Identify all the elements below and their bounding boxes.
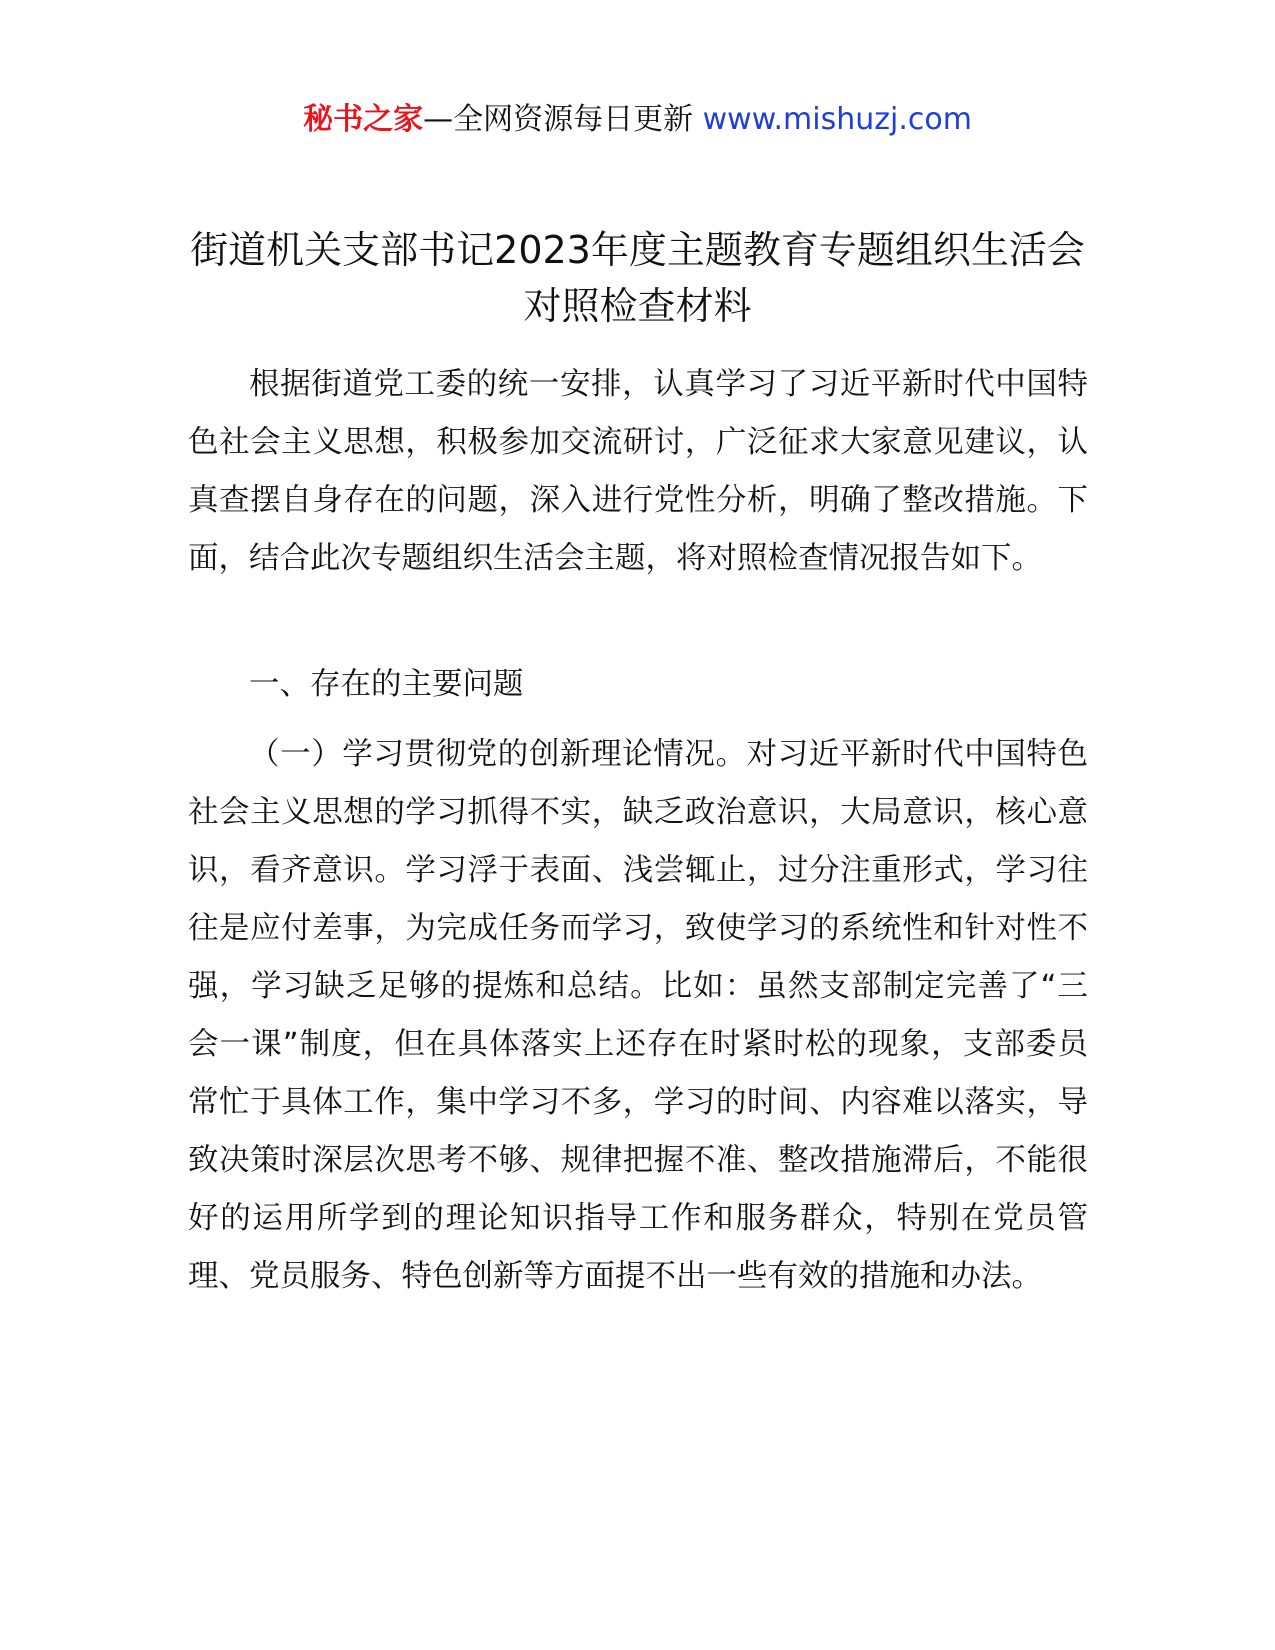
- document-title: 街道机关支部书记2023年度主题教育专题组织生活会对照检查材料: [190, 228, 1085, 328]
- intro-paragraph: 根据街道党工委的统一安排，认真学习了习近平新时代中国特色社会主义思想，积极参加交流研讨，广泛征求大家意见建议，认真查摆自身存在的问题，深入进行党性分析，明确了整改措施。下面，结合此次专题组织生活会主题，将对照检查情况报告如下。: [188, 367, 1088, 576]
- site-header: [0, 100, 1275, 140]
- body-paragraph: （一）学习贯彻党的创新理论情况。对习近平新时代中国特色社会主义思想的学习抓得不实，缺乏政治意识，大局意识，核心意识，看齐意识。学习浮于表面、浅尝辄止，过分注重形式，学习往往是应付差事，为完成任务而学习，致使学习的系统性和针对性不强，学习缺乏足够的提炼和总结。比如：虽然支部制定完善了“三会一课”制度，但在具体落实上还存在时紧时松的现象，支部委员常忙于具体工作，集中学习不多，学习的时间、内容难以落实，导致决策时深层次思考不够、规律把握不准、整改措施滞后，不能很好的运用所学到的理论知识指导工作和服务群众，特别在党员管理、党员服务、特色创新等方面提不出一些有效的措施和办法。: [188, 737, 1088, 1294]
- header-tagline: —全网资源每日更新: [423, 102, 694, 137]
- section-heading: 一、存在的主要问题: [249, 667, 524, 702]
- site-url-link[interactable]: www.mishuzj.com: [702, 102, 972, 137]
- brand-name: 秘书之家: [303, 102, 424, 137]
